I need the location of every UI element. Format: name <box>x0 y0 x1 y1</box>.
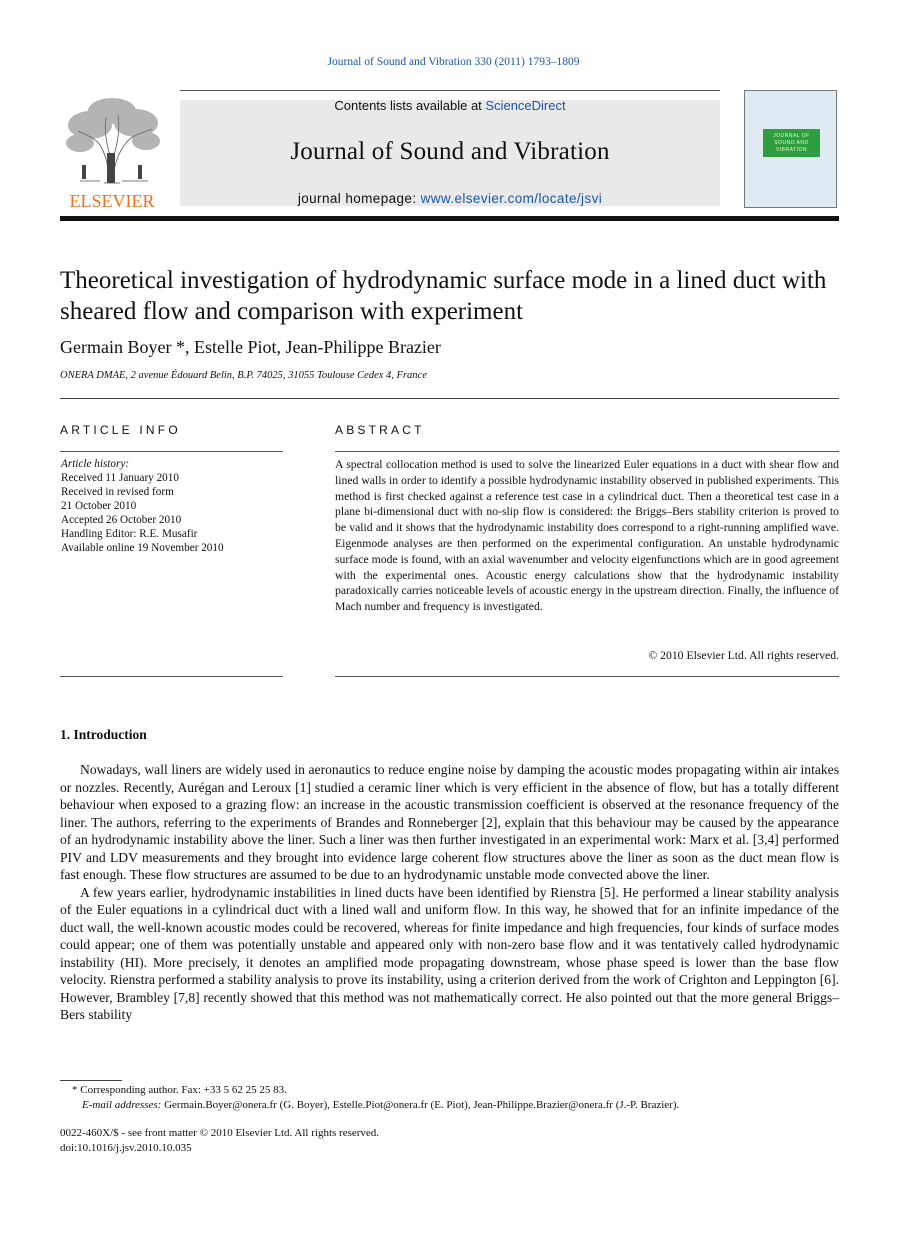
body-paragraph: A few years earlier, hydrodynamic instabilities in lined ducts have been identified by Rienstra [5]. He performed a linear stability analysis of the Euler equations in a cylindrical duct with a lined wall and uniform flow. In this way, he showed that for an infinite impedance of the duct wall, the well-known acoustic modes could be recovered, whereas for finite impedance and high frequencies, four kinds of surface modes could appear; one of them was potentially unstable and appeared only with non-zero base flow and it was tentatively called hydrodynamic instability (HI). More precisely, it denotes an amplified mode propagating downstream, whose phase speed is lower than the base flow velocity. Rienstra performed a stability analysis to prove its instability, using a criterion derived from the work of Crighton and Leppington [6]. However, Brambley [7,8] recently showed that this method was not mathematically correct. He also pointed out that the more general Briggs–Bers stability <box>60 884 839 1022</box>
abstract-copyright: © 2010 Elsevier Ltd. All rights reserved. <box>648 649 839 662</box>
body-text <box>60 761 839 1024</box>
history-line: Accepted 26 October 2010 <box>61 514 182 526</box>
email-addresses: Germain.Boyer@onera.fr (G. Boyer), Estelle.Piot@onera.fr (E. Piot), Jean-Philippe.Brazier@onera.fr (J.-P. Brazier). <box>161 1099 680 1111</box>
journal-cover-thumbnail <box>744 90 837 208</box>
homepage-line <box>180 191 720 206</box>
corresponding-author-footnote: * Corresponding author. Fax: +33 5 62 25 25 83. <box>72 1084 287 1096</box>
elsevier-wordmark: ELSEVIER <box>69 191 155 211</box>
history-line: Available online 19 November 2010 <box>61 542 224 554</box>
homepage-prefix: journal homepage: <box>297 191 421 206</box>
contents-prefix: Contents lists available at <box>334 98 486 113</box>
body-paragraph: Nowadays, wall liners are widely used in aeronautics to reduce engine noise by damping the acoustic modes propagating within air intakes or nozzles. Recently, Aurégan and Leroux [1] studied a ceramic liner which is very efficient in the absence of flow, but has a totally different behaviour when exposed to a grazing flow: an increase in the acoustic transmission coefficient is observed at the resonance frequency of the liner. The authors, referring to the experiments of Brandes and Ronneberger [2], explain that this behaviour may be caused by the appearance of an hydrodynamic instability above the liner. Such a liner was then further investigated in an experimental work: Marx et al. [3,4] performed PIV and LDV measurements and they brought into evidence large coherent flow structures above the liner as soon as the duct mean flow is fast enough. These flow structures are assumed to be due to an hydrodynamic unstable mode convected above the liner. <box>60 762 839 882</box>
history-line: 21 October 2010 <box>61 500 137 512</box>
footnote-rule <box>60 1080 122 1081</box>
journal-name: Journal of Sound and Vibration <box>290 138 610 165</box>
cover-title-block: JOURNAL OF SOUND AND VIBRATION <box>763 129 820 157</box>
author-list: Germain Boyer *, Estelle Piot, Jean-Philippe Brazier <box>60 337 441 357</box>
front-matter <box>60 1126 379 1156</box>
history-line: Received in revised form <box>61 486 174 498</box>
contents-line <box>180 98 720 113</box>
header-thick-rule <box>60 216 839 221</box>
abstract-rule-bottom <box>335 676 839 677</box>
affiliation: ONERA DMAE, 2 avenue Édouard Belin, B.P. 74025, 31055 Toulouse Cedex 4, France <box>60 370 427 381</box>
elsevier-tree-icon <box>60 95 165 211</box>
article-title: Theoretical investigation of hydrodynamic surface mode in a lined duct with sheared flow and comparison with experiment <box>60 267 827 325</box>
article-info-heading: ARTICLE INFO <box>60 423 181 437</box>
front-matter-line: 0022-460X/$ - see front matter © 2010 Elsevier Ltd. All rights reserved. <box>60 1127 380 1139</box>
history-label: Article history: <box>61 458 130 470</box>
article-history <box>61 457 284 555</box>
article-info-rule-bottom <box>60 676 283 677</box>
email-footnote <box>82 1099 679 1111</box>
abstract-text: A spectral collocation method is used to solve the linearized Euler equations in a duct with shear flow and lined walls in order to identify a possible hydrodynamic instability observed in published experiments. This method is first checked against a reference test case in a cylindrical duct. Then a theoretical test case in a plane bi-dimensional duct with no-slip flow is considered: the Briggs–Bers stability criterion is proved to be valid and it shows that the hydrodynamic instability does correspond to a right-running amplified wave. Eigenmode analyses are then performed on the experimental configuration. An unstable hydrodynamic surface mode is found, with an axial wavenumber and velocity eigenfunctions which are in good agreement with the experimental ones. Acoustic energy calculations show that the hydrodynamic instability paradoxically carries noticeable levels of acoustic energy in the upstream direction. Finally, the influence of Mach number and frequency is investigated. <box>335 458 839 614</box>
elsevier-logo <box>60 95 165 211</box>
abstract-heading: ABSTRACT <box>335 423 425 437</box>
abstract-rule-top <box>335 451 839 452</box>
history-line: Received 11 January 2010 <box>61 472 179 484</box>
section-heading: 1. Introduction <box>60 727 147 742</box>
history-line: Handling Editor: R.E. Musafir <box>61 528 198 540</box>
sciencedirect-link[interactable]: ScienceDirect <box>485 98 566 113</box>
article-info-rule-top <box>60 451 283 452</box>
journal-citation[interactable]: Journal of Sound and Vibration 330 (2011) 1793–1809 <box>327 56 580 68</box>
header-top-rule <box>180 90 720 91</box>
homepage-link[interactable]: www.elsevier.com/locate/jsvi <box>420 191 603 206</box>
title-rule <box>60 398 839 399</box>
email-label: E-mail addresses: <box>82 1099 162 1111</box>
doi-line[interactable]: doi:10.1016/j.jsv.2010.10.035 <box>60 1142 192 1154</box>
